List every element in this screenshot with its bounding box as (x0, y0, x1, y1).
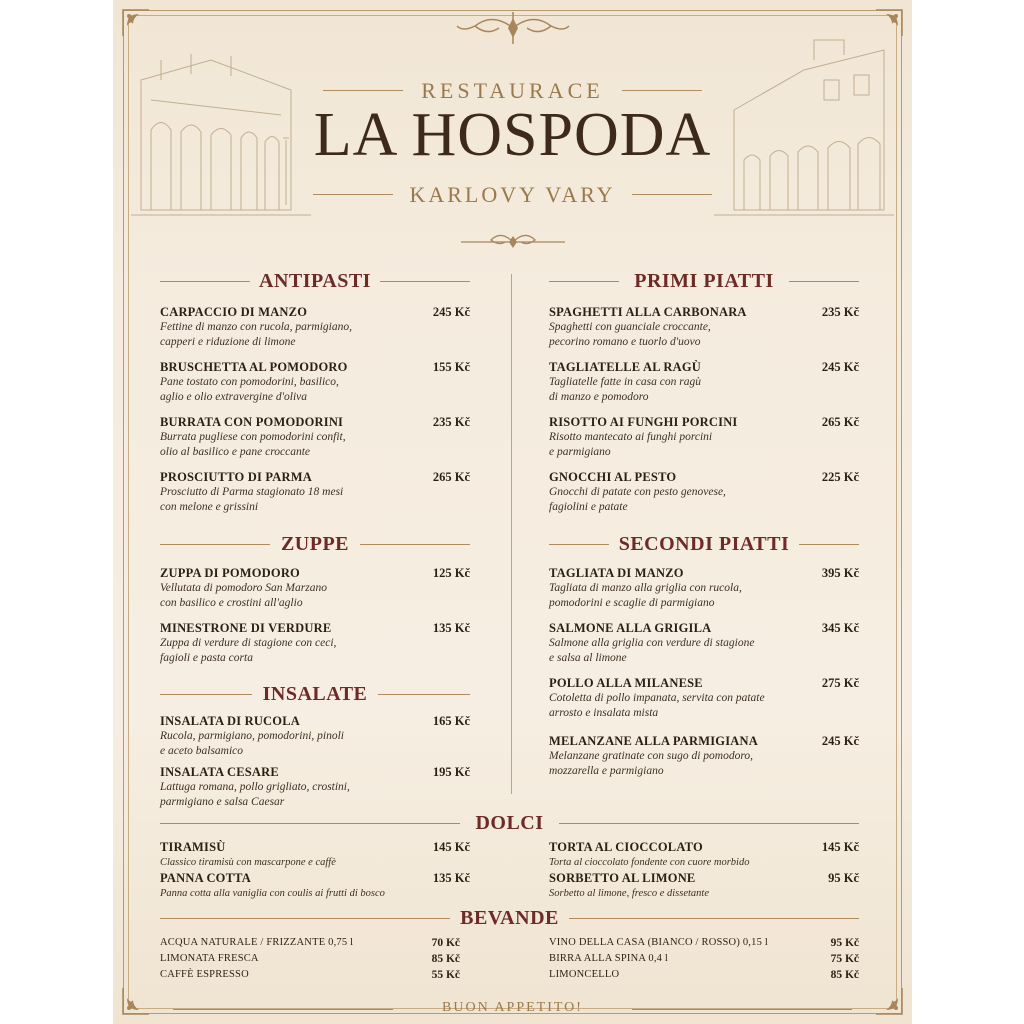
dish-name: PANNA COTTA (160, 871, 251, 885)
menu-item (160, 305, 470, 350)
dish-description: Zuppa di verdure di stagione con ceci, (160, 637, 337, 649)
dish-name: GNOCCHI AL PESTO (549, 470, 677, 484)
drink-item (549, 952, 859, 966)
dish-description: Fettine di manzo con rucola, parmigiano, (160, 321, 352, 333)
dish-description: capperi e riduzione di limone (160, 336, 296, 348)
menu-item (549, 871, 859, 901)
dish-name: TORTA AL CIOCCOLATO (549, 840, 703, 854)
dish-description: Sorbetto al limone, fresco e dissetante (549, 888, 710, 899)
dish-name: CARPACCIO DI MANZO (160, 305, 308, 319)
dish-description: arrosto e insalata mista (549, 707, 659, 719)
dish-description: fagiolini e patate (549, 501, 628, 513)
restaurant-title: LA HOSPODA (313, 101, 712, 169)
drink-name: BIRRA ALLA SPINA 0,4 l (549, 953, 669, 964)
dish-price: 235 Kč (821, 305, 859, 319)
dish-name: INSALATA CESARE (160, 765, 279, 779)
dish-name: POLLO ALLA MILANESE (549, 676, 703, 690)
drink-item (160, 968, 460, 982)
section-heading-secondi (549, 533, 859, 555)
dish-description: olio al basilico e pane croccante (160, 446, 310, 458)
drink-price: 95 Kč (830, 937, 859, 949)
dish-price: 395 Kč (821, 566, 859, 580)
section-title: SECONDI PIATTI (618, 533, 790, 555)
menu-item (549, 305, 859, 350)
dish-price: 245 Kč (432, 305, 470, 319)
section-heading-antipasti (160, 270, 470, 292)
drink-price: 85 Kč (431, 953, 460, 965)
dish-price: 165 Kč (432, 714, 470, 728)
dish-description: parmigiano e salsa Caesar (160, 796, 285, 808)
section-heading-dolci (160, 812, 859, 834)
dish-description: pecorino romano e tuorlo d'uovo (549, 336, 701, 348)
menu-page (113, 0, 912, 1024)
dish-description: Pane tostato con pomodorini, basilico, (160, 376, 339, 388)
dish-price: 225 Kč (821, 470, 859, 484)
dish-price: 245 Kč (821, 360, 859, 374)
menu-item (549, 840, 859, 870)
dish-description: Cotoletta di pollo impanata, servita con patate (549, 692, 765, 704)
dish-name: SPAGHETTI ALLA CARBONARA (549, 305, 747, 319)
dish-description: e salsa al limone (549, 652, 627, 664)
drink-item (160, 952, 460, 966)
dish-description: Tagliatelle fatte in casa con ragù (549, 376, 701, 388)
dish-price: 125 Kč (432, 566, 470, 580)
dish-description: di manzo e pomodoro (549, 391, 649, 403)
section-title: DOLCI (475, 812, 544, 834)
restaurant-subtitle: KARLOVY VARY (409, 182, 616, 207)
drink-name: CAFFÈ ESPRESSO (160, 969, 249, 980)
section-heading-zuppe (160, 533, 470, 555)
section-heading-primi (549, 270, 859, 292)
drink-price: 55 Kč (431, 969, 460, 981)
dish-price: 145 Kč (821, 840, 859, 854)
dish-description: Torta al cioccolato fondente con cuore morbido (549, 857, 750, 868)
footer-text: BUON APPETITO! (442, 1000, 583, 1015)
dish-name: INSALATA DI RUCOLA (160, 714, 300, 728)
menu-item (549, 415, 859, 460)
drink-item (160, 936, 460, 950)
menu-item (160, 871, 470, 901)
menu-item (549, 566, 859, 611)
dish-description: Panna cotta alla vaniglia con coulis ai frutti di bosco (160, 888, 385, 899)
menu-item (160, 840, 470, 870)
dish-description: Burrata pugliese con pomodorini confit, (160, 431, 346, 443)
section-title: PRIMI PIATTI (634, 270, 774, 292)
drink-name: ACQUA NATURALE / FRIZZANTE 0,75 l (160, 937, 354, 948)
top-flourish-icon (453, 8, 573, 48)
menu-item (160, 621, 470, 666)
dish-description: Rucola, parmigiano, pomodorini, pinoli (160, 730, 344, 742)
section-title: BEVANDE (460, 907, 559, 929)
menu-item (549, 621, 859, 666)
section-title: ZUPPE (280, 533, 350, 555)
dish-description: con basilico e crostini all'aglio (160, 597, 303, 609)
drink-name: LIMONATA FRESCA (160, 953, 259, 964)
dish-name: TIRAMISÙ (160, 840, 226, 854)
header-flourish-icon (453, 228, 573, 256)
dish-price: 345 Kč (821, 621, 859, 635)
dish-description: aglio e olio extravergine d'oliva (160, 391, 308, 403)
menu-item (160, 566, 470, 611)
column-divider (511, 274, 512, 794)
section-title: INSALATE (262, 683, 368, 705)
drink-item (549, 968, 859, 982)
dish-name: MELANZANE ALLA PARMIGIANA (549, 734, 758, 748)
dish-price: 275 Kč (821, 676, 859, 690)
menu-item (160, 360, 470, 405)
dish-price: 145 Kč (432, 840, 470, 854)
menu-item (160, 765, 470, 810)
drink-item (549, 936, 859, 950)
dish-description: Salmone alla griglia con verdure di stagione (549, 637, 755, 649)
dish-name: SALMONE ALLA GRIGILA (549, 621, 712, 635)
dish-description: Lattuga romana, pollo grigliato, crostini, (160, 781, 350, 793)
menu-item (549, 734, 859, 779)
dish-name: BURRATA CON POMODORINI (160, 415, 344, 429)
dish-description: pomodorini e scaglie di parmigiano (549, 597, 715, 609)
restaurant-kicker: RESTAURACE (421, 78, 604, 103)
dish-description: mozzarella e parmigiano (549, 765, 664, 777)
dish-name: RISOTTO AI FUNGHI PORCINI (549, 415, 738, 429)
dish-price: 135 Kč (432, 871, 470, 885)
dish-name: SORBETTO AL LIMONE (549, 871, 696, 885)
drink-name: VINO DELLA CASA (BIANCO / ROSSO) 0,15 l (549, 937, 768, 948)
dish-description: Prosciutto di Parma stagionato 18 mesi (160, 486, 344, 498)
dish-price: 265 Kč (432, 470, 470, 484)
dish-price: 155 Kč (432, 360, 470, 374)
dish-description: fagioli e pasta corta (160, 652, 253, 664)
dish-description: Spaghetti con guanciale croccante, (549, 321, 711, 333)
dish-description: con melone e grissini (160, 501, 259, 513)
dish-description: Classico tiramisù con mascarpone e caffè (160, 857, 336, 868)
section-title: ANTIPASTI (259, 270, 371, 292)
dish-description: e parmigiano (549, 446, 611, 458)
dish-description: Melanzane gratinate con sugo di pomodoro, (549, 750, 754, 762)
dish-price: 95 Kč (828, 871, 859, 885)
dish-name: ZUPPA DI POMODORO (160, 566, 300, 580)
dish-description: Tagliata di manzo alla griglia con rucola, (549, 582, 742, 594)
section-heading-bevande (160, 907, 859, 929)
dish-description: Gnocchi di patate con pesto genovese, (549, 486, 726, 498)
dish-price: 265 Kč (821, 415, 859, 429)
menu-item (160, 714, 470, 759)
menu-item (549, 676, 859, 721)
dish-price: 245 Kč (821, 734, 859, 748)
dish-description: Risotto mantecato ai funghi porcini (549, 431, 713, 443)
drink-price: 75 Kč (830, 953, 859, 965)
section-heading-insalate (160, 683, 470, 705)
drink-name: LIMONCELLO (549, 969, 620, 980)
dish-price: 195 Kč (432, 765, 470, 779)
dish-description: Vellutata di pomodoro San Marzano (160, 582, 327, 594)
dish-name: BRUSCHETTA AL POMODORO (160, 360, 348, 374)
dish-price: 135 Kč (432, 621, 470, 635)
dish-price: 235 Kč (432, 415, 470, 429)
dish-description: e aceto balsamico (160, 745, 244, 757)
dish-name: MINESTRONE DI VERDURE (160, 621, 332, 635)
menu-item (549, 360, 859, 405)
drink-price: 85 Kč (830, 969, 859, 981)
menu-item (160, 415, 470, 460)
drink-price: 70 Kč (431, 937, 460, 949)
menu-item (160, 470, 470, 515)
menu-item (549, 470, 859, 515)
dish-name: TAGLIATA DI MANZO (549, 566, 684, 580)
dish-name: PROSCIUTTO DI PARMA (160, 470, 312, 484)
dish-name: TAGLIATELLE AL RAGÙ (549, 360, 701, 374)
